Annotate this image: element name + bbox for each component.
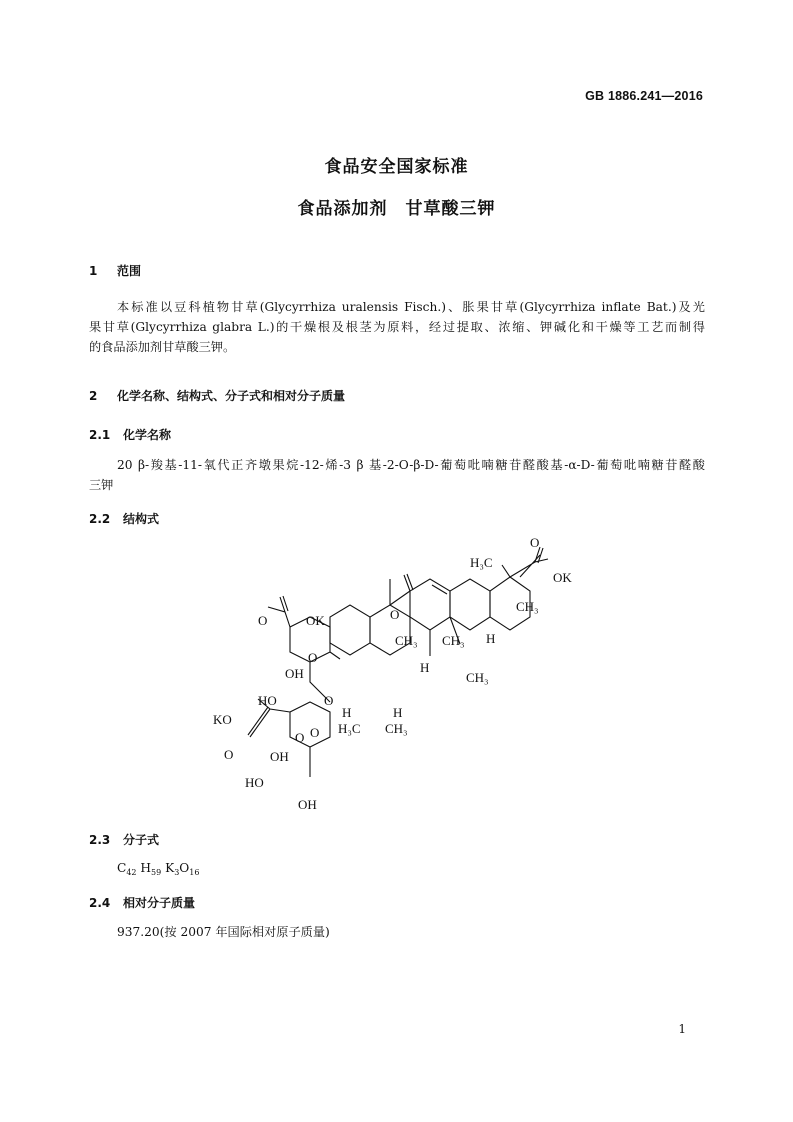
section-number: 2.2 — [89, 512, 111, 526]
label-ch3-a: CH₃ — [385, 721, 408, 736]
section-title: 相对分子质量 — [123, 896, 196, 910]
label-ch3-d: CH₃ — [442, 633, 465, 648]
structural-formula-drawing — [210, 537, 585, 817]
label-oh-2: OH — [270, 749, 289, 764]
section-number: 2.3 — [89, 833, 111, 847]
section-1-heading — [89, 262, 141, 279]
section-number: 1 — [89, 264, 98, 278]
section-title: 化学名称、结构式、分子式和相对分子质量 — [117, 389, 346, 403]
formula-c-count: 42 — [126, 868, 137, 877]
section-title: 化学名称 — [123, 428, 172, 442]
label-ok-top: OK — [553, 570, 572, 585]
paragraph-line: 果甘草(Glycyrrhiza glabra L.)的干燥根及根茎为原料，经过提取、浓缩、钾碱化和干燥等工艺而制得 — [89, 320, 705, 334]
section-number: 2.1 — [89, 428, 111, 442]
section-1-paragraph — [89, 297, 705, 357]
formula-k: K — [165, 861, 175, 875]
section-number: 2 — [89, 389, 98, 403]
label-o-gluc2: O — [224, 747, 234, 762]
section-2-4-heading — [89, 894, 195, 911]
label-o-ketone: O — [390, 607, 400, 622]
section-number: 2.4 — [89, 896, 111, 910]
section-2-2-heading — [89, 510, 159, 527]
structural-formula — [210, 537, 585, 817]
molecular-formula — [117, 861, 199, 877]
ring-c-bonds — [410, 579, 450, 630]
label-o-gluc1: O — [258, 613, 268, 628]
section-title: 分子式 — [123, 833, 160, 847]
section-title: 范围 — [117, 264, 142, 278]
paragraph-line: 的食品添加剂甘草酸三钾。 — [89, 340, 236, 354]
formula-o-count: 16 — [189, 868, 200, 877]
formula-o: O — [179, 861, 190, 875]
ring-d-bonds — [450, 579, 490, 630]
label-h3c-top: H₃C — [470, 555, 493, 570]
label-h-b: H — [393, 705, 403, 720]
document-title: 食品安全国家标准 — [324, 157, 469, 177]
sugar-ring-1-bonds — [268, 596, 340, 662]
label-ko-2: KO — [213, 712, 232, 727]
label-ch3-c: CH₃ — [395, 633, 418, 648]
section-2-3-heading — [89, 831, 159, 848]
standard-number: GB 1886.241—2016 — [585, 89, 703, 103]
label-h-de: H — [486, 631, 496, 646]
label-o-link2: O — [310, 725, 320, 740]
paragraph-line: 20 β-羧基-11-氧代正齐墩果烷-12-烯-3 β 基-2-O-β-D-葡萄吡喃糖苷醛酸基-α-D-葡萄吡喃糖苷醛酸 — [117, 458, 705, 472]
document-subtitle: 食品添加剂 甘草酸三钾 — [297, 199, 496, 219]
ketone-bonds — [404, 574, 413, 591]
formula-c: C — [117, 861, 127, 875]
label-o-ring2: O — [295, 730, 305, 745]
label-o-ring1: O — [308, 650, 318, 665]
label-ok-gluc1: OK — [306, 613, 325, 628]
label-o-link: O — [324, 693, 334, 708]
label-oh-3: OH — [298, 797, 317, 812]
label-h-c: H — [420, 660, 430, 675]
formula-h-count: 59 — [151, 868, 162, 877]
section-2-heading — [89, 387, 345, 404]
paragraph-line: 三钾 — [89, 478, 114, 492]
label-ho-2: HO — [245, 775, 264, 790]
label-h-a: H — [342, 705, 352, 720]
paragraph-line: 本标准以豆科植物甘草(Glycyrrhiza uralensis Fisch.)、胀果甘草(Glycyrrhiza inflate Bat.)及光 — [117, 300, 705, 314]
label-ch3-d2: CH₃ — [466, 670, 489, 685]
label-o-top: O — [530, 537, 540, 550]
chemical-name-paragraph — [89, 455, 705, 495]
label-oh-1: OH — [285, 666, 304, 681]
section-2-1-heading — [89, 426, 171, 443]
label-ho-1: HO — [258, 693, 277, 708]
relative-molecular-mass: 937.20(按 2007 年国际相对原子质量) — [117, 925, 330, 939]
ring-e-bonds — [490, 555, 548, 630]
label-ch3-e: CH₃ — [516, 599, 539, 614]
label-h3c-a: H₃C — [338, 721, 361, 736]
formula-k-count: 3 — [174, 868, 180, 877]
page-number: 1 — [678, 1022, 686, 1036]
formula-h: H — [140, 861, 152, 875]
section-title: 结构式 — [123, 512, 160, 526]
